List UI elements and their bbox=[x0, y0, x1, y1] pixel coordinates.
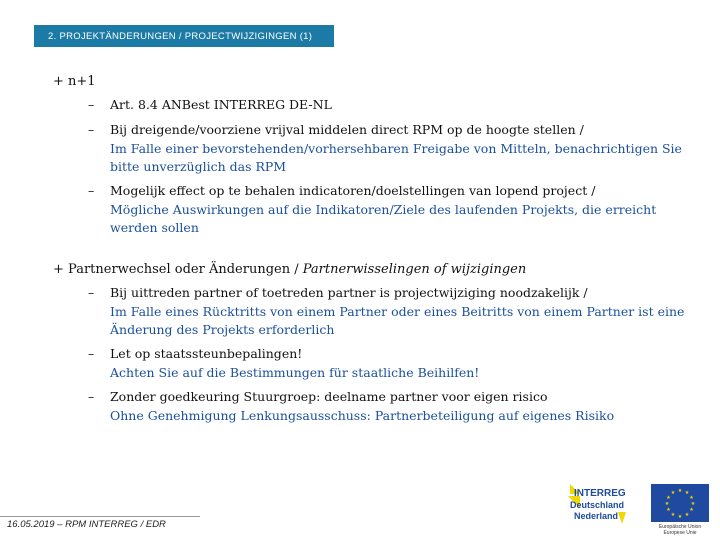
eu-flag-icon bbox=[651, 484, 709, 522]
title-bar bbox=[34, 25, 334, 47]
dash-bullet: – bbox=[88, 389, 95, 404]
bullet-text-de: Im Falle eines Rücktritts von einem Partner oder eines Beitritts von einem Partner ist eine Änderung des Projekts erforderlich bbox=[110, 303, 685, 337]
eu-caption: Europäische Union Europese Unie bbox=[658, 524, 702, 536]
list-item bbox=[88, 284, 700, 340]
bullet-text-de: Im Falle einer bevorstehenden/vorhersehbaren Freigabe von Mitteln, benachrichtigen Sie bitte unverzüglich das RPM bbox=[110, 140, 682, 174]
interreg-logo-line3: Nederland bbox=[574, 511, 619, 521]
bullet-text-de: Ohne Genehmigung Lenkungsausschuss: Partnerbeteiligung auf eigenes Risiko bbox=[110, 407, 615, 423]
dash-bullet: – bbox=[88, 346, 95, 361]
svg-text:★: ★ bbox=[689, 507, 694, 513]
bullet-text-nl: Bij dreigende/voorziene vrijval middelen direct RPM op de hoogte stellen / bbox=[110, 122, 584, 137]
list-item bbox=[88, 96, 700, 115]
bullet-text-de: Mögliche Auswirkungen auf die Indikatoren/Ziele des laufenden Projekts, die erreicht werden sollen bbox=[110, 201, 657, 235]
dash-bullet: – bbox=[88, 285, 95, 300]
heading-italic: Partnerwisselingen of wijzigingen bbox=[302, 262, 527, 277]
list-item bbox=[88, 121, 700, 177]
bullet-text-de: Achten Sie auf die Bestimmungen für staatliche Beihilfen! bbox=[110, 364, 480, 380]
bullet-text-nl: Art. 8.4 ANBest INTERREG DE-NL bbox=[110, 97, 332, 112]
svg-text:★: ★ bbox=[666, 495, 671, 501]
bullet-text-nl: Let op staatssteunbepalingen! bbox=[110, 346, 303, 361]
interreg-logo-line1: INTERREG bbox=[574, 488, 626, 499]
list-item bbox=[88, 345, 700, 382]
page-title: 2. PROJEKTÄNDERUNGEN / PROJECTWIJZIGINGEN (1) bbox=[48, 30, 313, 42]
footer-divider bbox=[0, 516, 200, 517]
svg-text:★: ★ bbox=[684, 512, 690, 518]
heading-prefix: + Partnerwechsel oder Änderungen / bbox=[53, 262, 303, 277]
svg-text:★: ★ bbox=[689, 495, 694, 501]
svg-text:★: ★ bbox=[677, 488, 683, 494]
footer-text: 16.05.2019 – RPM INTERREG / EDR bbox=[7, 519, 166, 530]
list-item bbox=[88, 182, 700, 238]
dash-bullet: – bbox=[88, 183, 95, 198]
svg-text:★: ★ bbox=[690, 501, 696, 507]
svg-text:★: ★ bbox=[670, 512, 676, 518]
dash-bullet: – bbox=[88, 122, 95, 137]
svg-text:★: ★ bbox=[684, 490, 690, 496]
interreg-logo-line2: Deutschland bbox=[570, 500, 625, 510]
bullet-text-nl: Zonder goedkeuring Stuurgroep: deelname partner voor eigen risico bbox=[110, 389, 548, 404]
svg-text:★: ★ bbox=[670, 490, 676, 496]
dash-bullet: – bbox=[88, 97, 95, 112]
section-heading-n1: + n+1 bbox=[53, 74, 96, 89]
svg-text:★: ★ bbox=[666, 507, 671, 513]
section-heading-partner bbox=[53, 262, 526, 277]
bullet-text-nl: Bij uittreden partner of toetreden partner is projectwijziging noodzakelijk / bbox=[110, 285, 588, 300]
interreg-logo bbox=[566, 484, 628, 526]
bullet-text-nl: Mogelijk effect op te behalen indicatoren/doelstellingen van lopend project / bbox=[110, 183, 596, 198]
svg-text:★: ★ bbox=[664, 501, 670, 507]
eu-logo bbox=[651, 484, 709, 538]
list-item bbox=[88, 388, 700, 425]
svg-text:★: ★ bbox=[677, 514, 683, 520]
